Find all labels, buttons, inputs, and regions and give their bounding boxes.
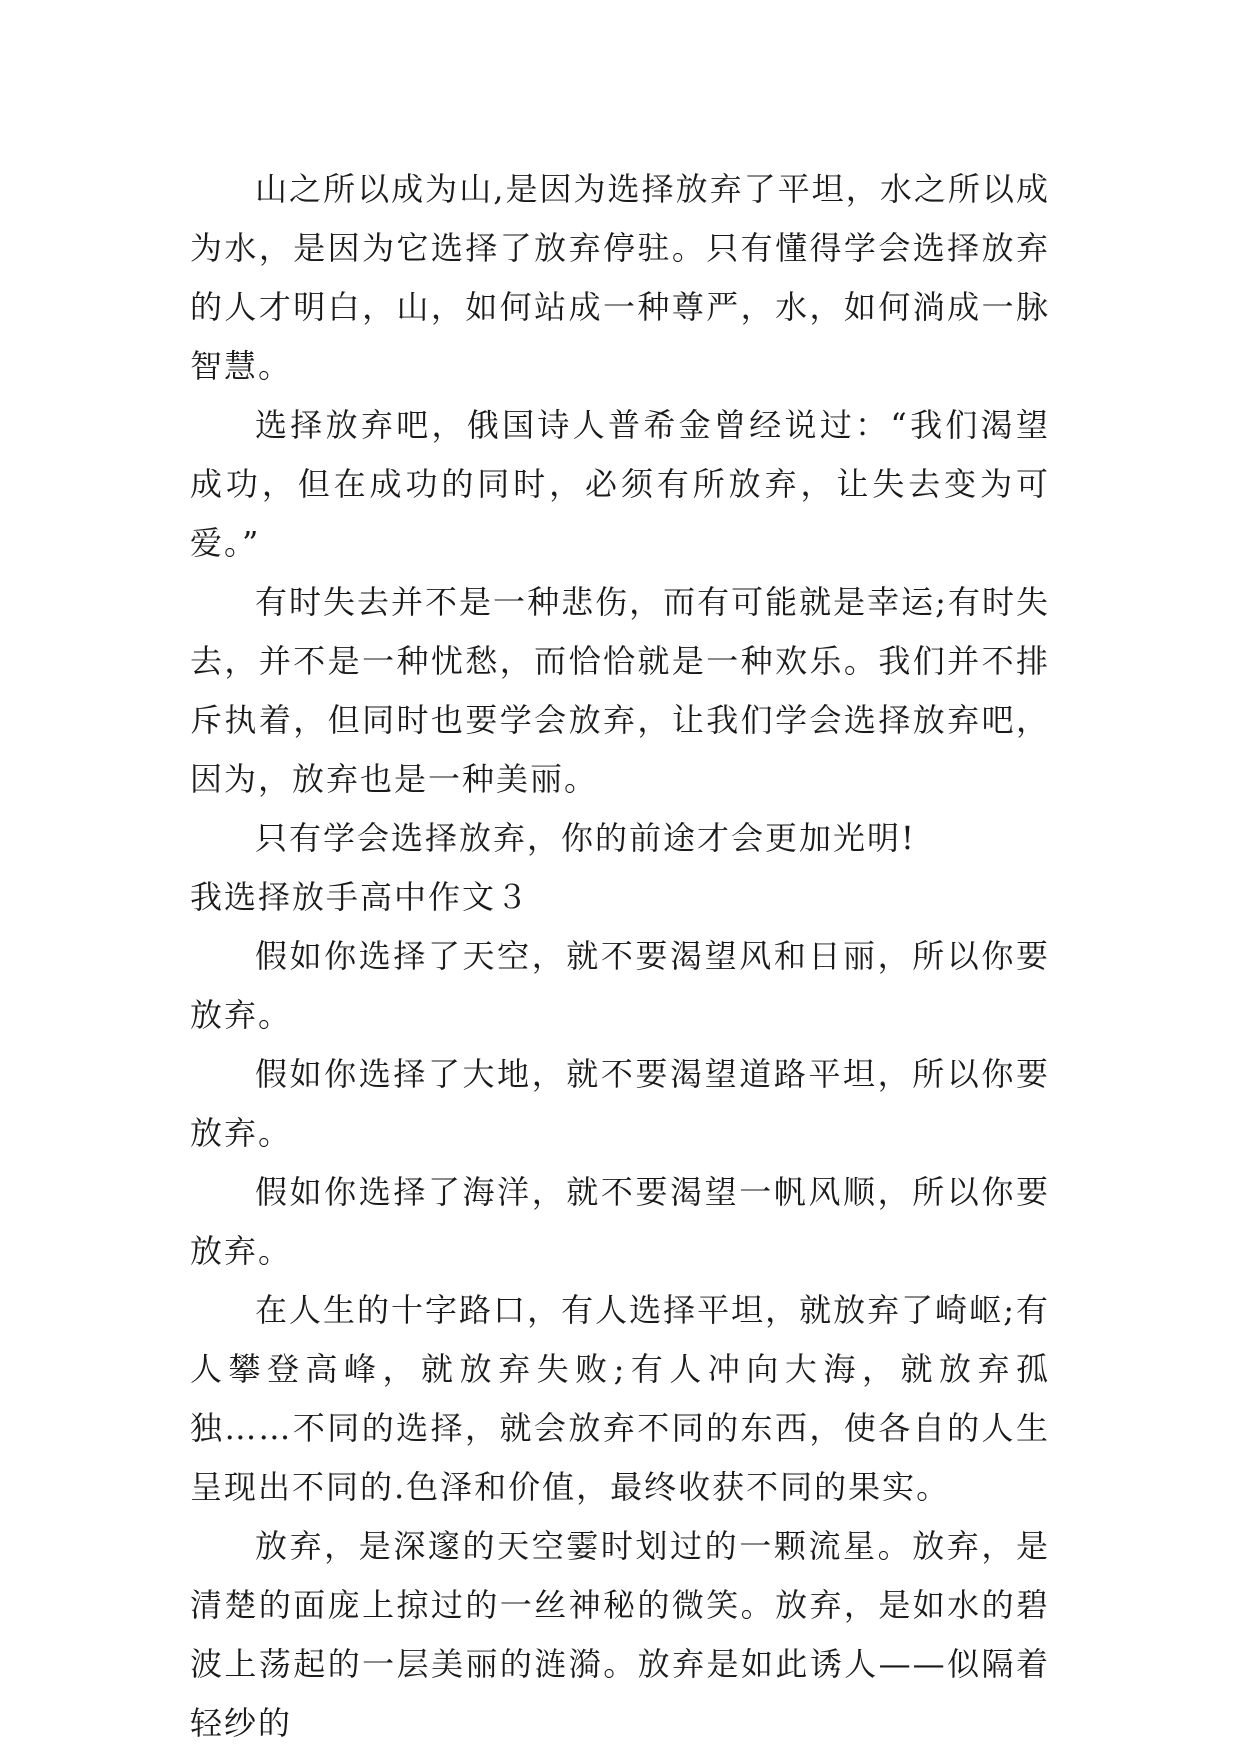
paragraph: 假如你选择了天空，就不要渴望风和日丽，所以你要放弃。 — [190, 937, 1050, 1034]
paragraph: 在人生的十字路口，有人选择平坦，就放弃了崎岖;有人攀登高峰，就放弃失败;有人冲向大海，就放弃孤独……不同的选择，就会放弃不同的东西，使各自的人生呈现出不同的.色泽和价值，最终收获不同的果实。 — [190, 1291, 1050, 1506]
section-heading: 我选择放手高中作文３ — [190, 878, 531, 916]
paragraph: 放弃，是深邃的天空霎时划过的一颗流星。放弃，是清楚的面庞上掠过的一丝神秘的微笑。放弃，是如水的碧波上荡起的一层美丽的涟漪。放弃是如此诱人——似隔着轻纱的 — [190, 1527, 1050, 1742]
paragraph: 有时失去并不是一种悲伤，而有可能就是幸运;有时失去，并不是一种忧愁，而恰恰就是一种欢乐。我们并不排斥执着，但同时也要学会放弃，让我们学会选择放弃吧，因为，放弃也是一种美丽。 — [190, 583, 1050, 798]
paragraph: 山之所以成为山,是因为选择放弃了平坦，水之所以成为水，是因为它选择了放弃停驻。只有懂得学会选择放弃的人才明白，山，如何站成一种尊严，水，如何淌成一脉智慧。 — [190, 170, 1050, 385]
paragraph: 假如你选择了海洋，就不要渴望一帆风顺，所以你要放弃。 — [190, 1173, 1050, 1270]
paragraph: 选择放弃吧，俄国诗人普希金曾经说过：“我们渴望成功，但在成功的同时，必须有所放弃，让失去变为可爱。” — [190, 406, 1050, 562]
paragraph: 假如你选择了大地，就不要渴望道路平坦，所以你要放弃。 — [190, 1055, 1050, 1152]
paragraph: 只有学会选择放弃，你的前途才会更加光明! — [255, 819, 916, 857]
document-body — [190, 160, 1050, 1753]
